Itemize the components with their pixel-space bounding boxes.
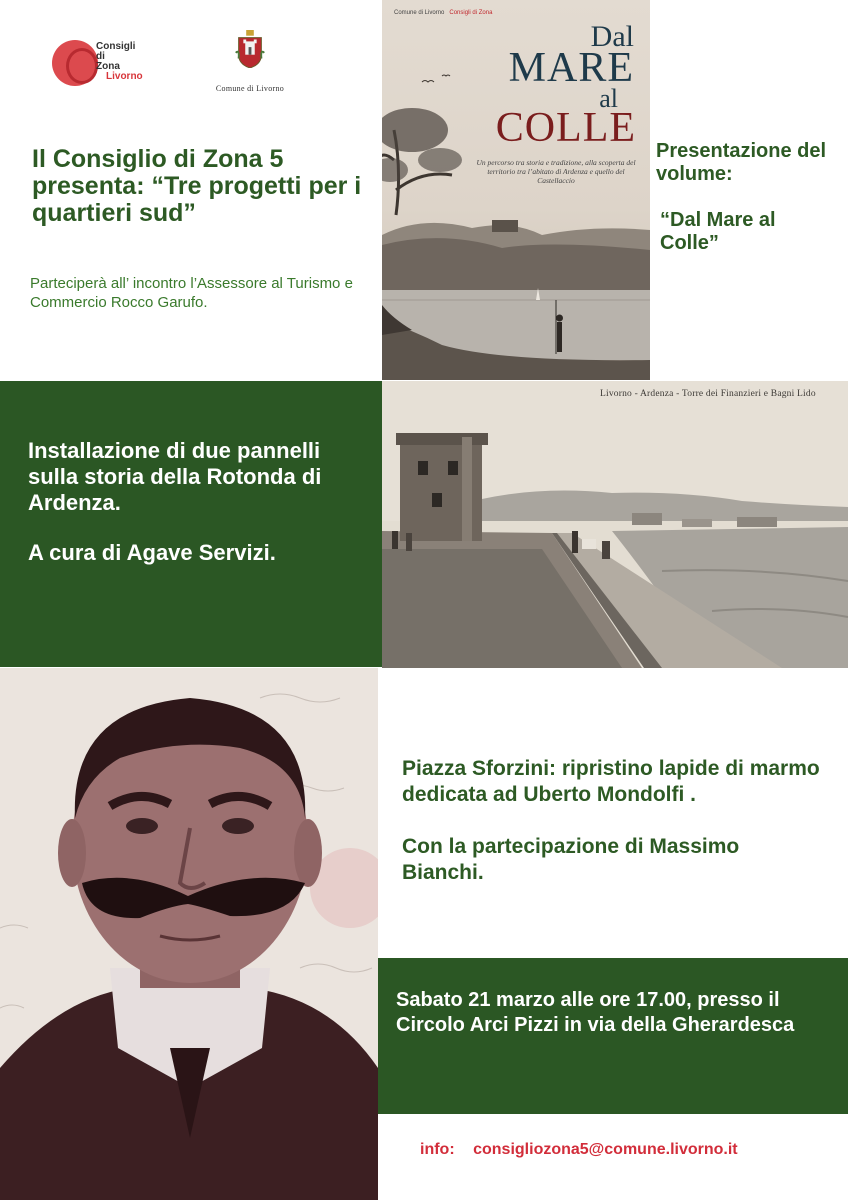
installation-description: Installazione di due pannelli sulla storia della Rotonda di Ardenza. bbox=[28, 438, 322, 515]
book-title-al: al bbox=[599, 84, 618, 113]
book-mini-logo-comune: Comune di Livorno bbox=[394, 10, 445, 16]
book-title-mare: MARE bbox=[508, 45, 634, 91]
contact-info bbox=[420, 1141, 738, 1159]
logo-line-livorno: Livorno bbox=[106, 71, 143, 82]
sforzini-description: Piazza Sforzini: ripristino lapide di marmo dedicata ad Uberto Mondolfi . bbox=[402, 757, 820, 806]
logo-line-zona: Zona bbox=[96, 61, 120, 72]
installation-text bbox=[28, 438, 358, 566]
intro-text: Parteciperà all’ incontro l’Assessore al Turismo e Commercio Rocco Garufo. bbox=[30, 275, 353, 311]
book-cover-image bbox=[382, 0, 650, 380]
volume-heading: Presentazione del volume: bbox=[656, 140, 827, 185]
ardenza-postcard-image bbox=[382, 381, 848, 668]
logo-line-di: di bbox=[96, 51, 105, 62]
event-date-location: Sabato 21 marzo alle ore 17.00, presso il Circolo Arci Pizzi in via della Gherardesca bbox=[396, 989, 795, 1036]
postcard-caption: Livorno - Ardenza - Torre dei Finanzieri e Bagni Lido bbox=[600, 389, 816, 399]
book-title-colle: COLLE bbox=[495, 105, 636, 151]
book-mini-logos bbox=[394, 10, 492, 16]
livorno-crest-icon bbox=[235, 30, 265, 68]
consigli-di-zona-logo bbox=[50, 38, 150, 90]
volume-presentation bbox=[656, 140, 836, 255]
logo-line-consigli: Consigli bbox=[96, 41, 136, 52]
book-mini-logo-cdz: Consigli di Zona bbox=[449, 10, 493, 16]
book-subtitle: Un percorso tra storia e tradizione, alla scoperta del territorio tra l’abitato di Ardenza e quello del Castellaccio bbox=[476, 158, 636, 185]
page-title: Il Consiglio di Zona 5 presenta: “Tre progetti per i quartieri sud” bbox=[32, 145, 362, 227]
postcard-illustration bbox=[382, 381, 848, 668]
portrait-illustration bbox=[0, 668, 378, 1200]
installation-credit: A cura di Agave Servizi. bbox=[28, 540, 276, 565]
volume-title: “Dal Mare al Colle” bbox=[660, 209, 776, 254]
comune-di-livorno-logo bbox=[205, 30, 295, 100]
contact-label: info: bbox=[420, 1141, 455, 1158]
contact-email-link[interactable]: consigliozona5@comune.livorno.it bbox=[473, 1141, 738, 1158]
comune-caption: Comune di Livorno bbox=[215, 84, 285, 93]
sforzini-plaque-text bbox=[402, 756, 822, 886]
uberto-mondolfi-portrait bbox=[0, 668, 378, 1200]
book-title-dal: Dal bbox=[590, 20, 634, 53]
sforzini-participation: Con la partecipazione di Massimo Bianchi. bbox=[402, 835, 740, 884]
